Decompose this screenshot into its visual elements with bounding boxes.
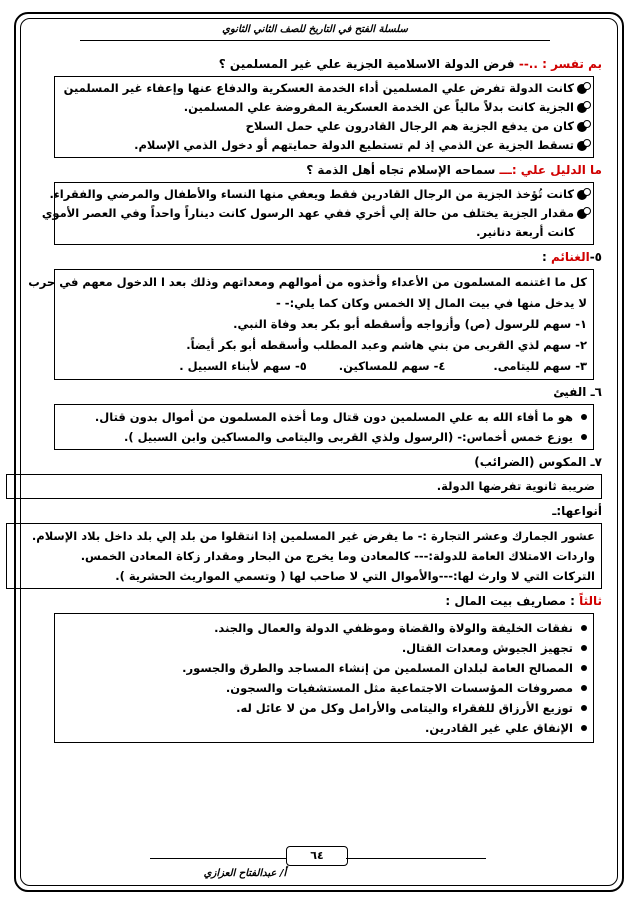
sun-bullet-icon [577, 103, 587, 113]
sun-bullet-icon [577, 84, 587, 94]
footer-divider-right [346, 858, 486, 859]
list-item: نفقات الخليفة والولاة والقضاة وموظفي الدولة والعمال والجند. [61, 618, 587, 638]
answer-2-box [41, 182, 594, 245]
section-6-box [54, 404, 594, 450]
question-1-lead: بم تفسر : ..-- [518, 57, 602, 71]
section-7-definition-box [6, 474, 602, 499]
bullet-icon [581, 414, 587, 420]
question-2-text: سماحه الإسلام تجاه أهل الذمة ؟ [306, 163, 496, 177]
list-item: كانت الدولة تفرض علي المسلمين أداء الخدمة العسكرية والدفاع عنها وإعفاء غير المسلمين [61, 79, 587, 98]
types-heading: أنواعها:ـ [552, 504, 602, 518]
sun-bullet-icon [577, 122, 587, 132]
series-header: سلسلة الفتح في التاريخ للصف الثاني الثانوي [222, 24, 408, 35]
text-line: ٣- سهم لليتامى. ٤- سهم للمساكين. ٥- سهم لأبناء السبيل . [179, 359, 587, 373]
question-1 [36, 56, 602, 72]
text-line: ٢- سهم لذي القربى من بني هاشم وعبد المطلب وأسقطه أبو بكر أيضاً. [186, 338, 587, 352]
list-item: الإنفاق علي غير القادرين. [61, 718, 587, 738]
page-number: ٦٤ [286, 846, 348, 866]
list-item: كان من يدفع الجزية هم الرجال القادرون علي حمل السلاح [61, 117, 587, 136]
list-item: المصالح العامة لبلدان المسلمين من إنشاء المساجد والطرق والجسور. [61, 658, 587, 678]
bullet-icon [581, 685, 587, 691]
bullet-icon [581, 705, 587, 711]
section-3-heading: ثالثاً : مصاريف بيت المال : [445, 594, 602, 608]
section-5-heading: ٥-الغنائم : [541, 250, 602, 264]
sun-bullet-icon [577, 190, 587, 200]
main-content [28, 56, 602, 747]
bullet-icon [581, 665, 587, 671]
list-item-continuation: كانت أربعة دنانير. [476, 225, 575, 239]
list-item: هو ما أفاء الله به علي المسلمين دون قتال وما أخذه المسلمون من أموال بدون قتال. [61, 407, 587, 427]
list-item: الجزية كانت بدلاً مالياً عن الخدمة العسكرية المفروضة علي المسلمين. [61, 98, 587, 117]
author-credit: أ/ عبدالفتاح العزازي [203, 868, 287, 879]
list-item: كانت تُؤخذ الجزية من الرجال القادرين فقط ويعفي منها النساء والأطفال والمرضي والفقراء. [61, 185, 587, 204]
section-5-box [28, 269, 594, 380]
section-7-heading: ٧ـ المكوس (الضرائب) [474, 455, 602, 469]
list-item: تسقط الجزية عن الذمي إذ لم تستطيع الدولة حمايتهم أو دخول الذمي الإسلام. [61, 136, 587, 155]
section-7-types-box [6, 523, 602, 589]
text-line: واردات الامتلاك العامة للدولة:--- كالمعادن وما يخرج من البحار ومقدار زكاة المعادن الخمس. [80, 549, 595, 563]
text-line: عشور الجمارك وعشر التجارة :- ما يفرض غير المسلمين إذا انتقلوا من بلد إلي بلد داخل بلاد الإسلام. [31, 529, 595, 543]
question-2-lead: ما الدليل علي :ـــ [499, 163, 602, 177]
bullet-icon [581, 625, 587, 631]
list-item: تجهيز الجيوش ومعدات القتال. [61, 638, 587, 658]
text-line: لا يدخل منها في بيت المال إلا الخمس وكان كما يلي:- - [276, 296, 587, 310]
list-item: يوزع خمس أخماس:- (الرسول ولذي القربى واليتامى والمساكين وابن السبيل ). [61, 427, 587, 447]
sun-bullet-icon [577, 141, 587, 151]
list-item: توزيع الأرزاق للفقراء واليتامى والأرامل وكل من لا عائل له. [61, 698, 587, 718]
header-divider [80, 40, 550, 41]
definition-text: ضريبة ثانوية تفرضها الدولة. [436, 479, 595, 493]
section-3-box [54, 613, 594, 743]
question-1-text: فرض الدولة الاسلامية الجزية علي غير المسلمين ؟ [218, 57, 515, 71]
sun-bullet-icon [577, 209, 587, 219]
text-line: كل ما اغتنمه المسلمون من الأعداء وأخذوه من أموالهم ومعداتهم وذلك بعد ا الدخول معهم في حرب [28, 275, 587, 289]
question-2 [36, 162, 602, 178]
footer-divider-left [150, 858, 286, 859]
list-item: مقدار الجزية يختلف من حالة إلي أخري ففي عهد الرسول كانت ديناراً واحداً وفي العصر الأموي [61, 204, 587, 223]
bullet-icon [581, 645, 587, 651]
bullet-icon [581, 725, 587, 731]
section-6-heading: ٦ـ الفيئ [553, 385, 602, 399]
text-line: التركات التي لا وارث لها:---والأموال التي لا صاحب لها ( وتسمي المواريث الحشرية ). [115, 569, 595, 583]
text-line: ١- سهم للرسول (ص) وأزواجه وأسقطه أبو بكر بعد وفاة النبي. [233, 317, 587, 331]
list-item: مصروفات المؤسسات الاجتماعية مثل المستشفيات والسجون. [61, 678, 587, 698]
bullet-icon [581, 434, 587, 440]
answer-1-box [54, 76, 594, 158]
